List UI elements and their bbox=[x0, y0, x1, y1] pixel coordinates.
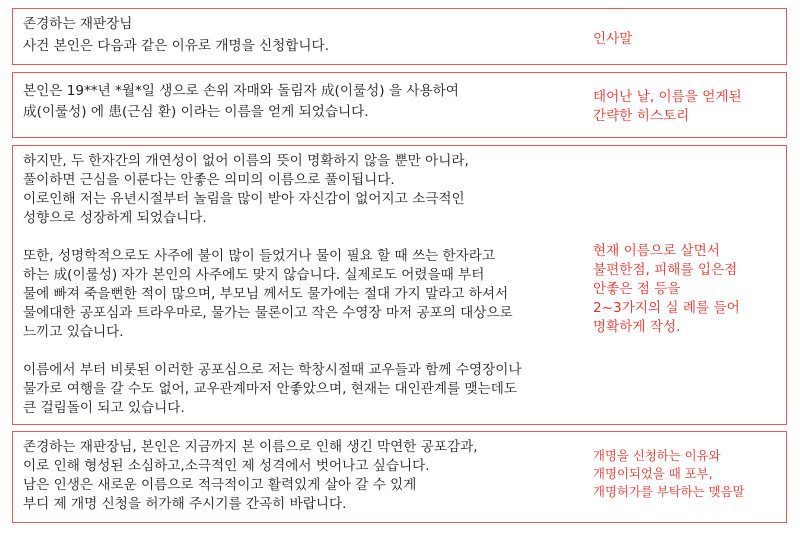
text-line: 본인은 19**년 *월*일 생으로 손위 자매와 돌림자 成(이룰성) 을 사용하여 bbox=[23, 83, 459, 99]
paragraph-gap bbox=[23, 342, 583, 361]
text-line: 하는 成(이룰성) 자가 본인의 사주에도 맞지 않습니다. 실제로도 어렸을때 부터 bbox=[23, 267, 485, 283]
text-line: 이름에서 부터 비롯된 이러한 공포심으로 저는 학창시절때 교우들과 함께 수영장이나 bbox=[23, 362, 522, 378]
note-line: 명확하게 작성. bbox=[593, 319, 681, 335]
main-text bbox=[23, 438, 583, 514]
section-closing bbox=[12, 431, 787, 523]
text-line: 또한, 성명학적으로도 사주에 불이 많이 들었거나 물이 필요 할 때 쓰는 한자라고 bbox=[23, 248, 496, 264]
note-line: 개명이되었을 때 포부, bbox=[593, 466, 713, 481]
text-line: 풀이하면 근심을 이룬다는 안좋은 의미의 이름으로 풀이됩니다. bbox=[23, 172, 395, 188]
note-line: 2~3가지의 실 례를 들어 bbox=[593, 300, 740, 316]
annotation-note bbox=[593, 447, 783, 501]
text-line: 큰 걸림돌이 되고 있습니다. bbox=[23, 400, 185, 416]
note-line: 현재 이름으로 살면서 bbox=[593, 243, 720, 259]
text-line: 물에대한 공포심과 트라우마로, 물가는 물론이고 작은 수영장 마저 공포의 대상으로 bbox=[23, 305, 513, 321]
text-line: 하지만, 두 한자간의 개연성이 없어 이름의 뜻이 명확하지 않을 뿐만 아니라, bbox=[23, 153, 469, 169]
text-line: 사건 본인은 다음과 같은 이유로 개명을 신청합니다. bbox=[23, 38, 330, 54]
text-line: 느끼고 있습니다. bbox=[23, 324, 124, 340]
note-line: 간략한 히스토리 bbox=[593, 108, 690, 124]
text-line: 성향으로 성장하게 되었습니다. bbox=[23, 210, 207, 226]
note-line: 인사말 bbox=[593, 31, 633, 47]
text-line: 이로 인해 형성된 소심하고,소극적인 제 성격에서 벗어나고 싶습니다. bbox=[23, 458, 430, 474]
text-line: 존경하는 재판장님 bbox=[23, 16, 133, 32]
text-line: 이로인해 저는 유년시절부터 놀림을 많이 받아 자신감이 없어지고 소극적인 bbox=[23, 191, 465, 207]
section-reasons bbox=[12, 145, 787, 425]
note-line: 안좋은 점 등을 bbox=[593, 281, 681, 297]
text-line: 물에 빠져 죽을뻔한 적이 많으며, 부모님 께서도 물가에는 절대 가지 말라고 하셔서 bbox=[23, 286, 509, 302]
main-text bbox=[23, 15, 583, 56]
main-text bbox=[23, 152, 583, 418]
section-history bbox=[12, 72, 787, 138]
annotation-note bbox=[593, 242, 783, 337]
annotation-note bbox=[593, 30, 783, 49]
text-line: 부디 제 개명 신청을 허가해 주시기를 간곡히 바랍니다. bbox=[23, 496, 347, 512]
text-line: 존경하는 재판장님, 본인은 지금까지 본 이름으로 인해 생긴 막연한 공포감과, bbox=[23, 439, 478, 455]
paragraph-gap bbox=[23, 228, 583, 247]
note-line: 태어난 날, 이름을 얻게된 bbox=[593, 89, 742, 105]
text-line: 물가로 여행을 갈 수도 없어, 교우관계마저 안좋았으며, 현재는 대인관계를 맺는데도 bbox=[23, 381, 518, 397]
note-line: 개명을 신청하는 이유와 bbox=[593, 448, 721, 463]
section-greeting bbox=[12, 8, 787, 65]
main-text bbox=[23, 82, 583, 122]
note-line: 개명허가를 부탁하는 맺음말 bbox=[593, 484, 745, 499]
text-line: 남은 인생은 새로운 이름으로 적극적이고 활력있게 살아 갈 수 있게 bbox=[23, 477, 417, 493]
note-line: 불편한점, 피해를 입은점 bbox=[593, 262, 738, 278]
annotation-note bbox=[593, 88, 783, 126]
text-line: 成(이룰성) 에 患(근심 환) 이라는 이름을 얻게 되었습니다. bbox=[23, 104, 369, 120]
